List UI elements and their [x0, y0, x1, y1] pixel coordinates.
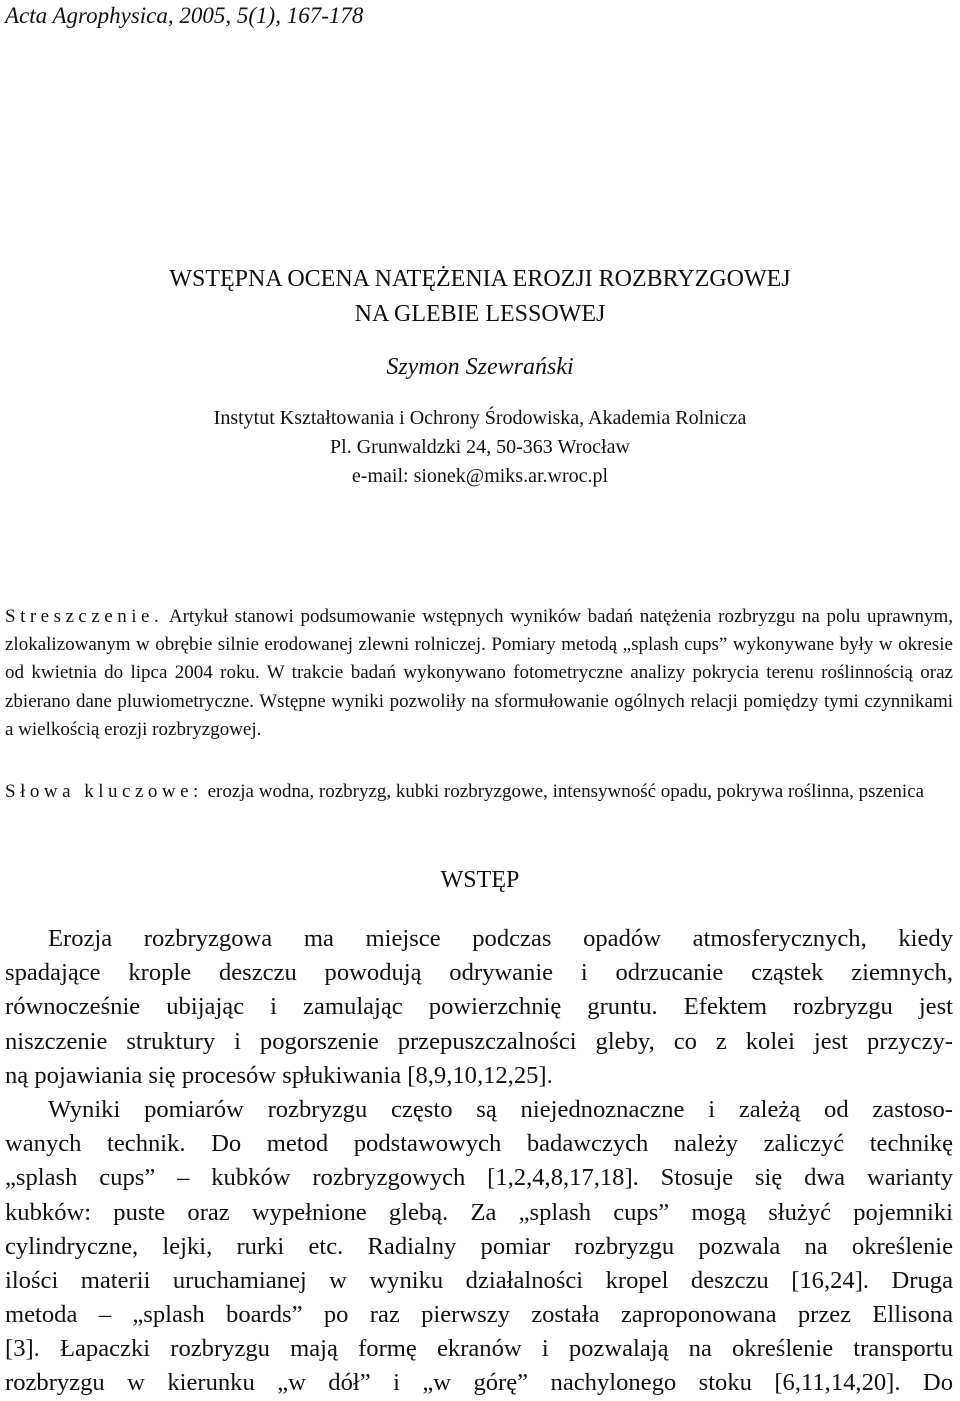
keywords-label: Słowa kluczowe:	[5, 781, 203, 802]
author-name: Szymon Szewrański	[386, 354, 574, 380]
abstract-block	[5, 603, 953, 744]
body-line: rozbryzgu w kierunku „w dół” i „w górę” nachylonego stoku [6,11,14,20]. Do	[5, 1369, 953, 1397]
affiliation-institute: Instytut Kształtowania i Ochrony Środowiska, Akademia Rolnicza	[213, 407, 747, 429]
affiliation-email: e-mail: sionek@miks.ar.wroc.pl	[351, 465, 609, 487]
keywords-block	[5, 778, 953, 806]
affiliation-block	[0, 404, 960, 491]
body-line: spadające krople deszczu powodują odrywanie i odrzucanie cząstek ziemnych,	[5, 959, 953, 987]
section-heading-intro: WSTĘP	[440, 867, 520, 893]
abstract-label: Streszczenie.	[5, 606, 164, 627]
body-text	[5, 922, 953, 1401]
keywords-text: erozja wodna, rozbryzg, kubki rozbryzgowe, intensywność opadu, pokrywa roślinna, pszenica	[207, 781, 925, 802]
body-line: cylindryczne, lejki, rurki etc. Radialny pomiar rozbryzgu pozwala na określenie	[5, 1232, 953, 1260]
body-line: metoda – „splash boards” po raz pierwszy została zaproponowana przez Ellisona	[5, 1301, 953, 1329]
body-line: Erozja rozbryzgowa ma miejsce podczas opadów atmosferycznych, kiedy	[48, 925, 953, 952]
body-line: ną pojawiania się procesów spłukiwania [8,9,10,12,25].	[5, 1061, 553, 1089]
author-block	[0, 352, 960, 382]
abstract-text: Artykuł stanowi podsumowanie wstępnych wyników badań natężenia rozbryzgu na polu uprawnym, zlokalizowanym w obrębie silnie erodowanej zlewni rolniczej. Pomiary metodą „splash cups” wykonywane były w okresie od kwietnia do lipca 2004 roku. W trakcie badań wykonywano fotometryczne analizy pokrycia terenu roślinnością oraz zbierano dane pluwiometryczne. Wstępne wyniki pozwoliły na sformułowanie ogólnych relacji pomiędzy tymi czynnikami a wielkością erozji rozbryzgowej.	[5, 606, 953, 740]
keywords-paragraph	[5, 778, 953, 806]
body-line: niszczenie struktury i pogorszenie przepuszczalności gleby, co z kolei jest przyczy-	[5, 1027, 953, 1055]
body-line: Wyniki pomiarów rozbryzgu często są niejednoznaczne i zależą od zastoso-	[48, 1095, 953, 1123]
body-line: wanych technik. Do metod podstawowych badawczych należy zaliczyć technikę	[5, 1130, 953, 1158]
abstract-paragraph	[5, 603, 953, 744]
body-line: ilości materii uruchamianej w wyniku działalności kropel deszczu [16,24]. Druga	[5, 1266, 953, 1294]
journal-reference: Acta Agrophysica, 2005, 5(1), 167-178	[5, 3, 364, 28]
title-line-1: WSTĘPNA OCENA NATĘŻENIA EROZJI ROZBRYZGOWEJ	[169, 266, 791, 292]
body-line: „splash cups” – kubków rozbryzgowych [1,2,4,8,17,18]. Stosuje się dwa warianty	[5, 1164, 953, 1192]
title-line-2: NA GLEBIE LESSOWEJ	[354, 301, 606, 327]
body-line: równocześnie ubijając i zamulając powierzchnię gruntu. Efektem rozbryzgu jest	[5, 993, 953, 1021]
body-line: [3]. Łapaczki rozbryzgu mają formę ekranów i pozwalają na określenie transportu	[5, 1335, 953, 1363]
body-line: kubków: puste oraz wypełnione glebą. Za „splash cups” mogą służyć pojemniki	[5, 1198, 953, 1226]
article-title	[0, 262, 960, 332]
affiliation-address: Pl. Grunwaldzki 24, 50-363 Wrocław	[330, 436, 630, 458]
